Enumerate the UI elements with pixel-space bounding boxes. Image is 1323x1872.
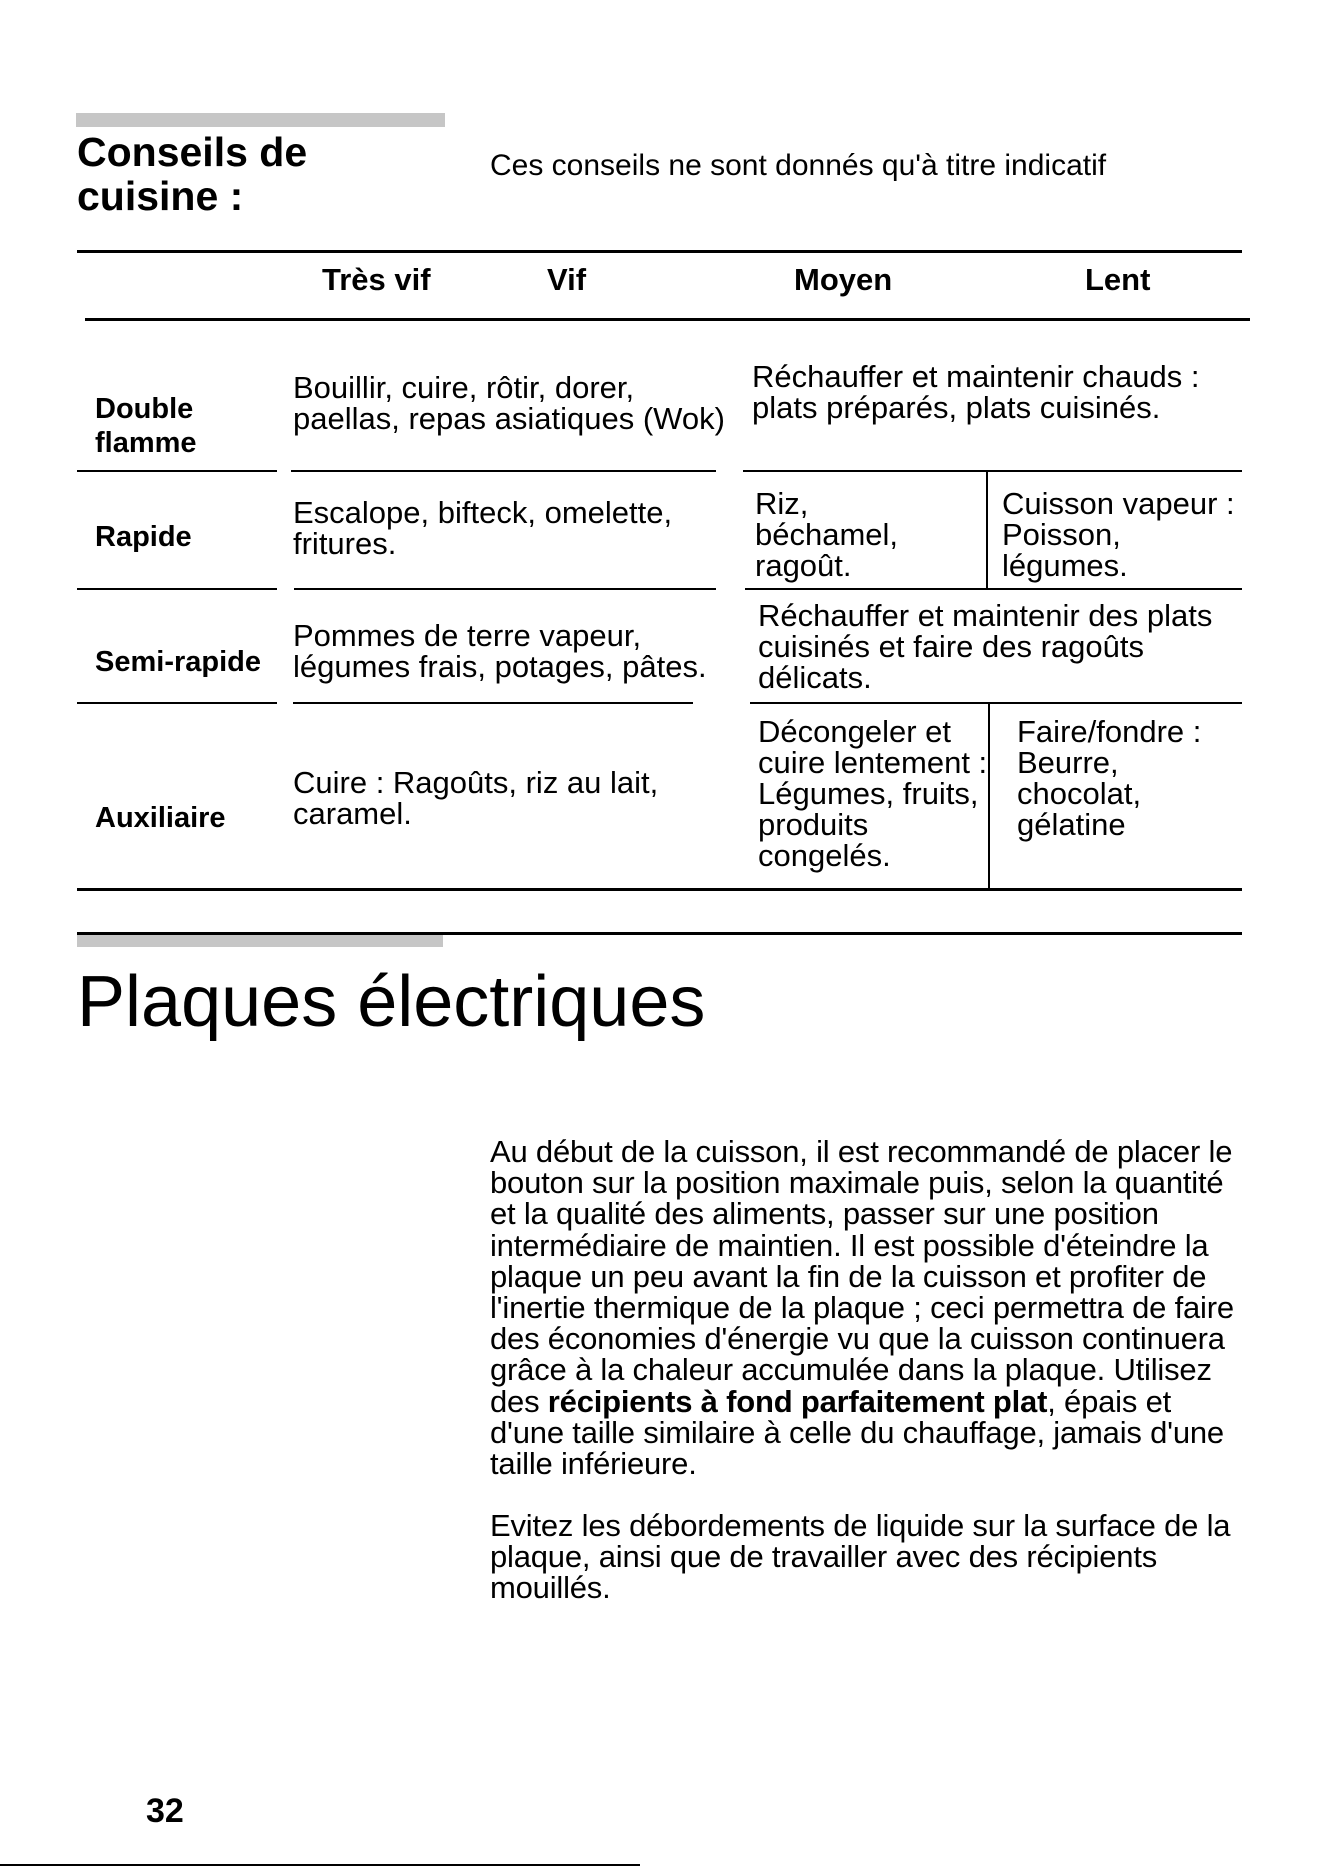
cell-rapide-low: Cuisson vapeur : Poisson, légumes. bbox=[1002, 486, 1235, 583]
row-divider bbox=[77, 470, 277, 472]
body-paragraph-1 bbox=[490, 1134, 1245, 1482]
body-paragraph-1-text: Au début de la cuisson, il est recommandé de placer le bouton sur la position maximale puis, selon la quantité et la qualité des aliments, passer sur une position intermédiaire de maintien. Il est possible d'éteindre la plaque un peu avant la fin de la cuisson et profiter de l'inertie thermique de la plaque ; ceci permettra de faire des économies d'énergie vu que la cuisson continuera grâce à la chaleur accumulée dans la plaque. Utilisez des bbox=[490, 1134, 1234, 1419]
row-label-double-flamme: Double flamme bbox=[95, 393, 197, 459]
cell-auxiliaire-medium: Décongeler et cuire lentement : Légumes, fruits, produits congelés. bbox=[758, 714, 988, 873]
section-marker-bar bbox=[76, 113, 445, 127]
row-divider bbox=[745, 588, 1242, 590]
row-divider bbox=[750, 702, 1242, 704]
table-header-rule bbox=[85, 318, 1250, 321]
table-bottom-rule bbox=[77, 888, 1242, 891]
column-header-vif: Vif bbox=[547, 262, 587, 297]
row-divider bbox=[293, 702, 693, 704]
cell-auxiliaire-low: Faire/fondre : Beurre, chocolat, gélatine bbox=[1017, 714, 1202, 842]
section-marker-bar bbox=[77, 935, 443, 947]
row-divider bbox=[77, 702, 277, 704]
row-divider bbox=[291, 470, 716, 472]
column-header-tres-vif: Très vif bbox=[322, 262, 431, 297]
table-top-rule bbox=[77, 250, 1242, 253]
cell-semi-rapide-fast: Pommes de terre vapeur, légumes frais, potages, pâtes. bbox=[293, 618, 707, 684]
row-divider bbox=[743, 470, 1242, 472]
cell-double-flamme-slow: Réchauffer et maintenir chauds : plats préparés, plats cuisinés. bbox=[752, 359, 1200, 425]
intro-text: Ces conseils ne sont donnés qu'à titre indicatif bbox=[490, 149, 1107, 182]
row-divider bbox=[294, 588, 716, 590]
cell-rapide-fast: Escalope, bifteck, omelette, fritures. bbox=[293, 495, 673, 561]
row-label-rapide: Rapide bbox=[95, 521, 192, 553]
row-label-semi-rapide: Semi-rapide bbox=[95, 646, 261, 678]
footer-rule bbox=[0, 1864, 640, 1866]
column-header-lent: Lent bbox=[1085, 262, 1151, 297]
page-number: 32 bbox=[146, 1792, 184, 1830]
cell-double-flamme-fast: Bouillir, cuire, rôtir, dorer, paellas, repas asiatiques (Wok) bbox=[293, 370, 725, 436]
section-heading: Plaques électriques bbox=[77, 962, 706, 1042]
column-divider bbox=[988, 702, 990, 890]
section-title-line1: Conseils de bbox=[77, 129, 308, 175]
cell-auxiliaire-fast: Cuire : Ragoûts, riz au lait, caramel. bbox=[293, 765, 659, 831]
body-paragraph-1-emphasis: récipients à fond parfaitement plat bbox=[547, 1383, 1048, 1419]
body-paragraph-1-text-end: , épais et d'une taille similaire à celle du chauffage, jamais d'une taille inférieure. bbox=[490, 1383, 1224, 1482]
section-title bbox=[77, 130, 307, 218]
row-divider bbox=[77, 588, 277, 590]
column-header-moyen: Moyen bbox=[794, 262, 893, 297]
column-divider bbox=[986, 470, 988, 588]
body-paragraph-2: Evitez les débordements de liquide sur la surface de la plaque, ainsi que de travailler avec des récipients mouillés. bbox=[490, 1508, 1231, 1606]
section-title-line2: cuisine : bbox=[77, 173, 244, 219]
cell-semi-rapide-slow: Réchauffer et maintenir des plats cuisinés et faire des ragoûts délicats. bbox=[758, 598, 1213, 695]
row-label-auxiliaire: Auxiliaire bbox=[95, 802, 226, 834]
cell-rapide-medium: Riz, béchamel, ragoût. bbox=[755, 486, 899, 583]
